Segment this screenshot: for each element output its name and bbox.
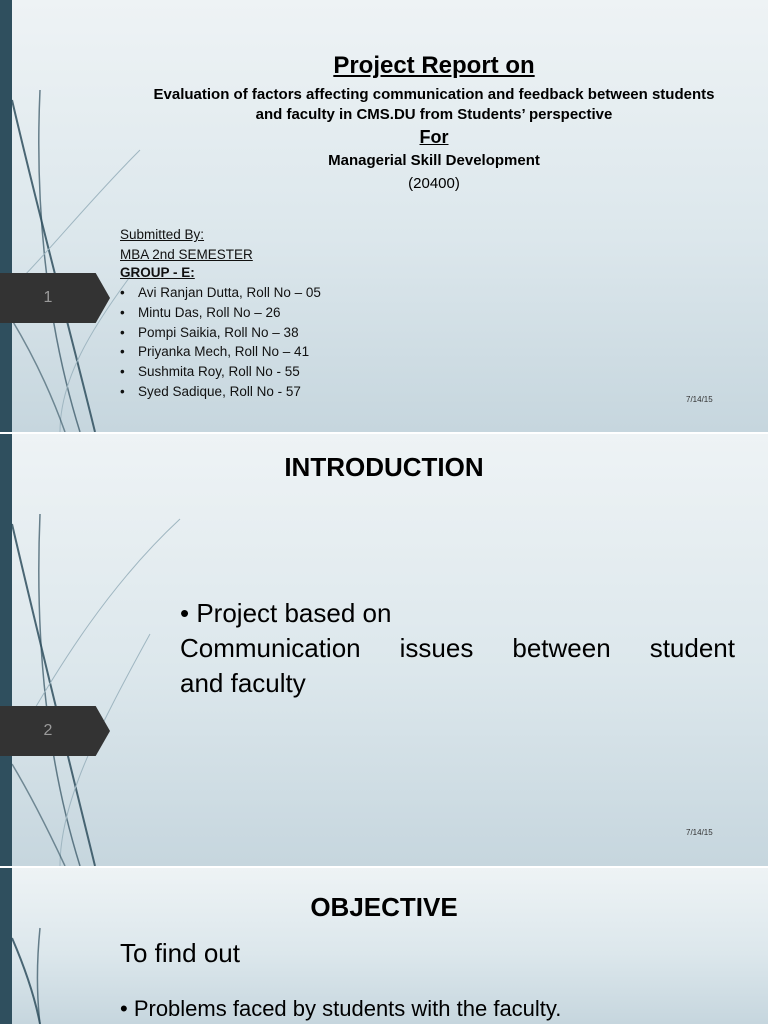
group-label: GROUP - E:: [120, 265, 195, 280]
body-line: and faculty: [180, 668, 306, 698]
list-item: • Avi Ranjan Dutta, Roll No – 05: [120, 283, 321, 303]
slide-title: [0, 0, 768, 432]
course-code: (20400): [408, 175, 460, 192]
slide-number: 2: [43, 722, 53, 739]
slide-heading: INTRODUCTION: [284, 452, 484, 482]
semester-label: MBA 2nd SEMESTER: [120, 247, 253, 262]
slide-heading: OBJECTIVE: [310, 892, 458, 922]
for-label: For: [419, 127, 449, 147]
list-item: • Priyanka Mech, Roll No – 41: [120, 342, 321, 362]
slide-date: 7/14/15: [686, 395, 713, 404]
slide-number: 1: [43, 289, 53, 306]
slide-date: 7/14/15: [686, 828, 713, 837]
objective-intro: To find out: [120, 938, 240, 968]
report-subtitle-line1: Evaluation of factors affecting communication and feedback between students: [153, 86, 715, 103]
body-line: Communication issues between student: [180, 633, 735, 663]
report-title: Project Report on: [333, 52, 535, 79]
slide-body: [180, 596, 735, 701]
member-list: [120, 283, 321, 402]
report-subtitle-line2: and faculty in CMS.DU from Students’ perspective: [255, 106, 613, 123]
list-item: • Syed Sadique, Roll No - 57: [120, 382, 321, 402]
course-name: Managerial Skill Development: [328, 152, 540, 169]
list-item: • Sushmita Roy, Roll No - 55: [120, 362, 321, 382]
list-item: • Mintu Das, Roll No – 26: [120, 303, 321, 323]
objective-bullet: • Problems faced by students with the faculty.: [120, 996, 562, 1021]
submitted-by-label: Submitted By:: [120, 227, 205, 242]
body-bullet: • Project based on: [180, 598, 392, 628]
decorative-curves: [0, 434, 190, 866]
list-item: • Pompi Saikia, Roll No – 38: [120, 323, 321, 343]
slide-introduction: [0, 434, 768, 866]
slide-objective: [0, 868, 768, 1024]
